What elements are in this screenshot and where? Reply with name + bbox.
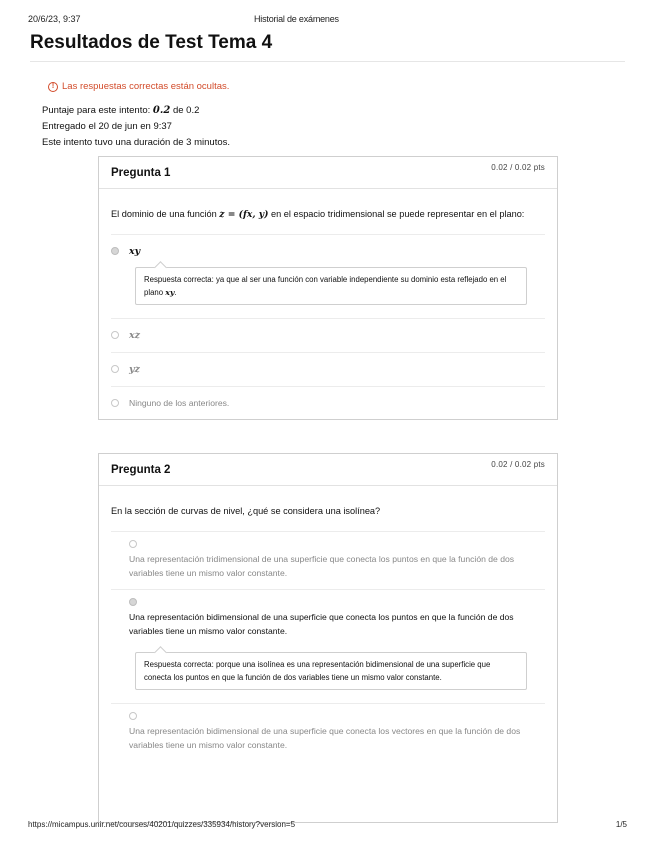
- question-card-1: [98, 156, 558, 420]
- score-suffix: de 0.2: [170, 105, 200, 116]
- answer-label: Una representación bidimensional de una superficie que conecta los puntos en que la función de dos variables tiene un mismo valor constante.: [129, 612, 514, 636]
- question-math: z = (fx, y): [219, 209, 269, 220]
- answer-option[interactable]: [111, 234, 545, 318]
- alert-text: Las respuestas correctas están ocultas.: [62, 81, 230, 92]
- question-text-part: El dominio de una función: [111, 209, 220, 219]
- print-url: https://micampus.unir.net/courses/40201/quizzes/335934/history?version=5: [28, 820, 296, 829]
- feedback-text: Respuesta correcta: ya que al ser una función con variable independiente su dominio esta reflejado en el plano: [144, 275, 507, 297]
- radio-icon[interactable]: [111, 399, 119, 407]
- page-title: Resultados de Test Tema 4: [30, 32, 273, 53]
- question-points: 0.02 / 0.02 pts: [491, 163, 545, 172]
- feedback-text: Respuesta correcta: porque una isolínea es una representación bidimensional de una superficie que conecta los puntos en que la función de dos variables tiene un mismo valor constante.: [144, 660, 491, 682]
- duration-line: Este intento tuvo una duración de 3 minutos.: [42, 137, 231, 148]
- print-doc-title: Historial de exámenes: [254, 14, 339, 24]
- answer-option[interactable]: [111, 386, 545, 419]
- question-title: Pregunta 1: [111, 167, 171, 179]
- radio-icon[interactable]: [111, 331, 119, 339]
- answer-list: [111, 234, 545, 419]
- question-text: [111, 207, 545, 222]
- radio-icon[interactable]: [111, 365, 119, 373]
- answer-list: [111, 531, 545, 761]
- answer-option[interactable]: [111, 352, 545, 386]
- correct-answer-feedback: [135, 267, 527, 305]
- question-header: [99, 454, 557, 486]
- question-header: [99, 157, 557, 189]
- question-card-2: [98, 453, 558, 823]
- answer-option[interactable]: [111, 531, 545, 589]
- title-divider: [30, 61, 625, 62]
- answer-label: xz: [129, 330, 141, 341]
- question-title: Pregunta 2: [111, 464, 171, 476]
- print-date: 20/6/23, 9:37: [28, 14, 81, 24]
- score-prefix: Puntaje para este intento:: [42, 105, 153, 116]
- radio-selected-icon[interactable]: [111, 247, 119, 255]
- radio-icon[interactable]: [129, 540, 137, 548]
- answer-label: xy: [129, 246, 141, 257]
- attempt-summary: [42, 103, 230, 151]
- answer-option[interactable]: [111, 589, 545, 703]
- answer-label: Ninguno de los anteriores.: [129, 398, 230, 408]
- feedback-end: .: [174, 288, 177, 297]
- answer-label: yz: [129, 364, 140, 375]
- page-number: 1/5: [615, 820, 627, 829]
- question-text: En la sección de curvas de nivel, ¿qué se considera una isolínea?: [111, 506, 381, 516]
- radio-icon[interactable]: [129, 712, 137, 720]
- submitted-line: Entregado el 20 de jun en 9:37: [42, 121, 172, 132]
- radio-selected-icon[interactable]: [129, 598, 137, 606]
- answer-option[interactable]: [111, 318, 545, 352]
- answer-label: Una representación tridimensional de una superficie que conecta los puntos en que la función de dos variables tiene un mismo valor constante.: [129, 554, 515, 578]
- answer-option[interactable]: [111, 703, 545, 761]
- question-points: 0.02 / 0.02 pts: [491, 460, 545, 469]
- correct-answer-feedback: [135, 652, 527, 690]
- print-footer: [28, 820, 627, 832]
- score-value: 0.2: [152, 105, 171, 116]
- score-line: [42, 103, 230, 119]
- question-text-part: en el espacio tridimensional se puede representar en el plano:: [268, 209, 525, 219]
- print-header: [28, 14, 627, 28]
- hidden-answers-alert: [48, 81, 229, 92]
- answer-label: Una representación bidimensional de una superficie que conecta los vectores en que la función de dos variables tiene un mismo valor constante.: [129, 726, 521, 750]
- feedback-math: xy: [165, 288, 175, 297]
- warning-circle-icon: !: [48, 82, 58, 92]
